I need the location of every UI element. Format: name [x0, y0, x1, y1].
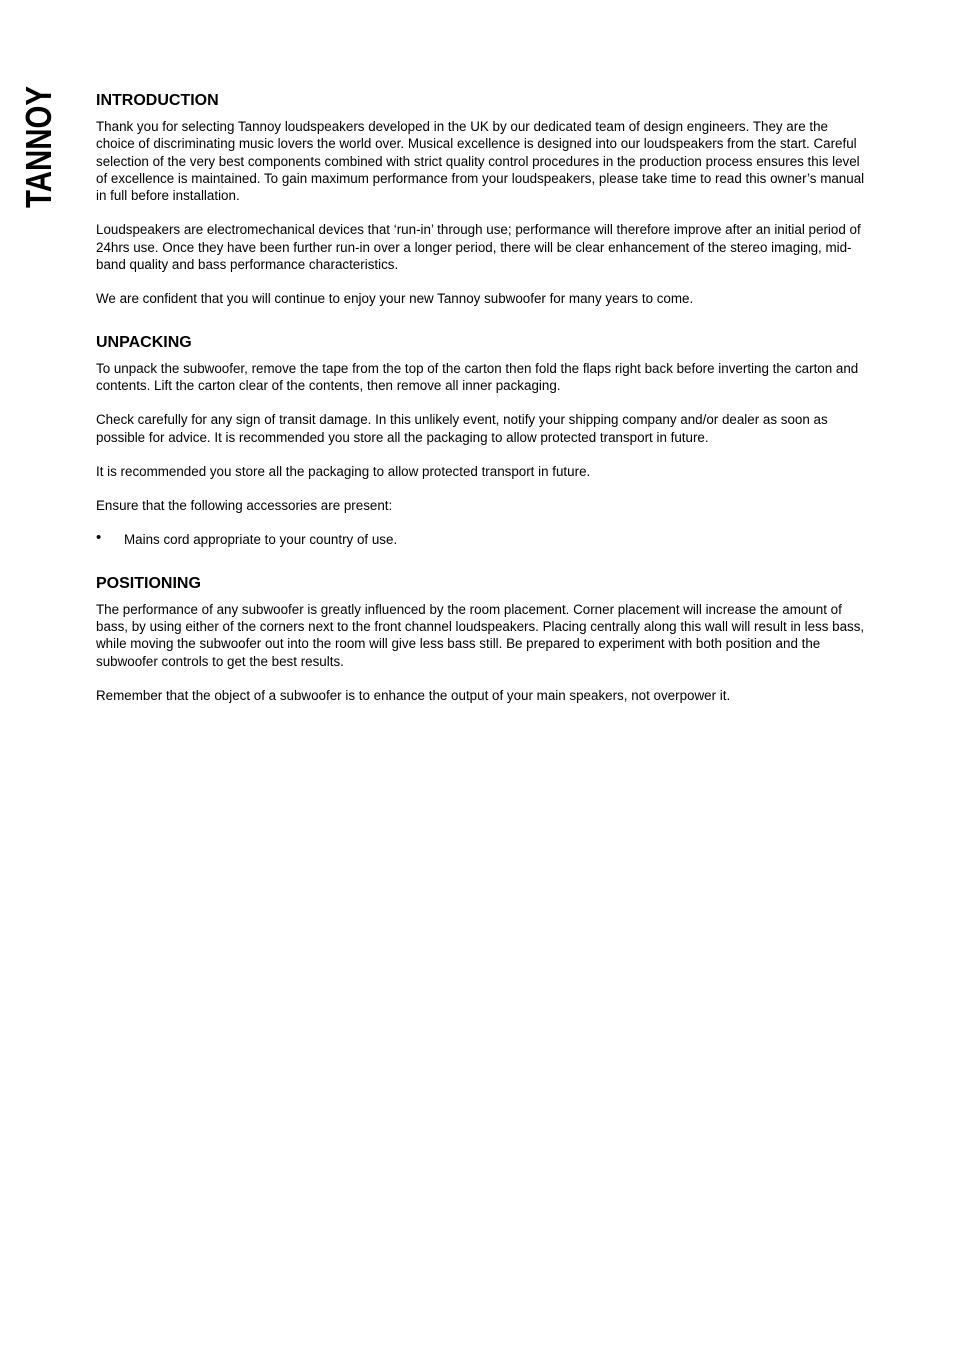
accessories-list	[96, 531, 868, 548]
tannoy-logo-text: TANNOY	[18, 58, 59, 208]
section-heading: POSITIONING	[96, 574, 201, 592]
section-unpacking	[96, 332, 868, 549]
tannoy-logo	[18, 58, 59, 208]
section-introduction	[96, 90, 868, 308]
paragraph: We are confident that you will continue to enjoy your new Tannoy subwoofer for many years to come.	[96, 291, 694, 307]
paragraph: Loudspeakers are electromechanical devices that ‘run-in’ through use; performance will therefore improve after an initial period of 24hrs use. Once they have been further run-in over a longer period, there will be clear enhancement of the stereo imaging, mid-band quality and bass performance characteristics.	[96, 222, 861, 273]
paragraph: Check carefully for any sign of transit damage. In this unlikely event, notify your shipping company and/or dealer as soon as possible for advice. It is recommended you store all the packaging to allow protected transport in future.	[96, 412, 828, 445]
paragraph: The performance of any subwoofer is greatly influenced by the room placement. Corner placement will increase the amount of bass, by using either of the corners next to the front channel loudspeakers. Placing centrally along this wall will result in less bass, while moving the subwoofer out into the room will give less bass still. Be prepared to experiment with both position and the subwoofer controls to get the best results.	[96, 601, 865, 669]
paragraph: Thank you for selecting Tannoy loudspeakers developed in the UK by our dedicated team of design engineers. They are the choice of discriminating music lovers the world over. Musical excellence is designed into our loudspeakers from the start. Careful selection of the very best components combined with strict quality control procedures in the production process ensures this level of excellence is maintained. To gain maximum performance from your loudspeakers, please take time to read this owner’s manual in full before installation.	[96, 119, 865, 204]
paragraph: Remember that the object of a subwoofer is to enhance the output of your main speakers, not overpower it.	[96, 687, 731, 703]
list-item-text: Mains cord appropriate to your country of use.	[124, 532, 398, 548]
paragraph: Ensure that the following accessories are present:	[96, 498, 393, 514]
manual-content	[96, 90, 868, 728]
paragraph: It is recommended you store all the packaging to allow protected transport in future.	[96, 463, 591, 479]
section-heading: UNPACKING	[96, 333, 192, 351]
list-item	[96, 531, 868, 548]
paragraph: To unpack the subwoofer, remove the tape from the top of the carton then fold the flaps right back before inverting the carton and contents. Lift the carton clear of the contents, then remove all inner packaging.	[96, 360, 859, 393]
bullet-icon: •	[96, 529, 102, 547]
section-heading: INTRODUCTION	[96, 92, 219, 109]
section-positioning	[96, 573, 868, 704]
